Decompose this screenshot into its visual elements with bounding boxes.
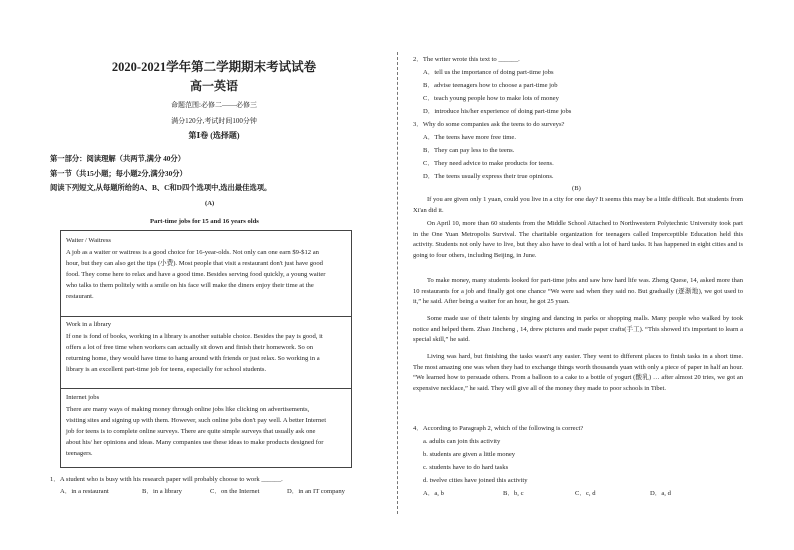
option-b[interactable]: B．They can pay less to the teens. — [423, 147, 515, 154]
option-a[interactable]: A．in a restaurant — [60, 488, 109, 495]
option-d[interactable]: D．introduce his/her experience of doing part-time jobs — [423, 108, 572, 115]
job-text-line: visiting sites and signing up with them. However, such online jobs don't pay well. A better Internet — [66, 417, 327, 424]
job-text-line: If one is fond of books, working in a library is another suitable choice. Besides the pay is good, it — [66, 333, 323, 340]
column-divider — [397, 52, 398, 514]
question-2-stem: 2．The writer wrote this text to ______. — [413, 56, 520, 63]
option-b[interactable]: B．b, c — [503, 490, 524, 497]
option-d[interactable]: D．a, d — [650, 490, 671, 497]
exam-score-time: 满分120分,考试时间100分钟 — [171, 117, 257, 125]
job-name: Work in a library — [66, 321, 112, 328]
volume-title: 第Ⅰ卷 (选择题) — [188, 131, 240, 140]
question-1-stem: 1．A student who is busy with his research paper will probably choose to work ______. — [50, 476, 283, 483]
job-text-line: restaurant. — [66, 293, 94, 300]
passage-a-label: (A) — [205, 200, 215, 207]
table-divider — [60, 388, 352, 389]
passage-b-paragraph: Living was hard, but finishing the tasks wasn't any easier. They went to different places to finish tasks in a short time. The most amazing one was when they had to exchange things worth thousands yuan with only a piece of paper in half an hour. “We learned how to persuade others. From a balloon to a cake to a bottle of yogurt (酸乳) … after almost 20 tries, we got an expensive necklace,” he said. They will give all of the money they made to poor schools in Tibet. — [413, 353, 743, 392]
passage-b-label: (B) — [572, 185, 581, 192]
part1-instruction: 阅读下列短文,从每题所给的A、B、C和D四个选项中,选出最佳选项。 — [50, 183, 272, 192]
question-4-stem: 4．According to Paragraph 2, which of the following is correct? — [413, 425, 584, 432]
job-text-line: library is an excellent part-time job for teens, especially for school students. — [66, 366, 267, 373]
option-a[interactable]: A．The teens have more free time. — [423, 134, 517, 141]
passage-a-title: Part-time jobs for 15 and 16 years olds — [150, 218, 259, 225]
passage-b-paragraph: To make money, many students looked for part-time jobs and saw how hard life was. Zheng Quese, 14, asked more than 10 restaurants for a job and finally got one chance “We were sad when they said no. But gradually (逐渐地), we got used to it,” he said. After being a waiter for an hour, he got 25 yuan. — [413, 277, 743, 306]
option-d[interactable]: D．The teens usually express their true opinions. — [423, 173, 554, 180]
q4-item: c. students have to do hard tasks — [423, 464, 509, 471]
exam-scope: 命题范围:必修二——必修三 — [171, 101, 257, 109]
job-text-line: hour, but they can also get the tips (小费). Most people that visit a restaurant don't just have good — [66, 260, 323, 267]
job-text-line: food. They come here to relax and have a good time. Besides serving food quickly, a young waiter — [66, 271, 326, 278]
q4-item: d. twelve cities have joined this activity — [423, 477, 528, 484]
question-4-options — [423, 490, 671, 498]
job-text-line: returning home, they would have time to hang around with friends or just relax. So working in a — [66, 355, 320, 362]
job-text-line: A job as a waiter or waitress is a good choice for 16-year-olds. Not only can one earn $9-$12 an — [66, 249, 319, 256]
job-text-line: teenagers. — [66, 450, 93, 457]
option-c[interactable]: C．on the Internet — [210, 488, 260, 495]
option-d[interactable]: D．in an IT company — [287, 488, 345, 495]
part1-heading: 第一部分：阅读理解（共两节,满分 40分） — [50, 154, 185, 163]
job-name: Waiter / Waitress — [66, 237, 111, 244]
option-c[interactable]: C．teach young people how to make lots of money — [423, 95, 559, 102]
part1-section: 第一节（共15小题；每小题2分,满分30分） — [50, 169, 187, 178]
q4-item: b. students are given a little money — [423, 451, 516, 458]
job-text-line: about his/ her opinions and ideas. Many companies use these ideas to make products designed for — [66, 439, 324, 446]
passage-b-paragraph: On April 10, more than 60 students from the Middle School Attached to Northwestern Polytechnic University took part in the One Yuan Metropolis Survival. The charitable organization for teenagers called Imperceptible Education held this activity. Students not only have to live, but they also have to deal with a lot of hard tasks. It has happened in eight cities and is going to four others, including Beijing, in June. — [413, 220, 743, 259]
option-c[interactable]: C．They need advice to make products for teens. — [423, 160, 554, 167]
exam-subject: 高一英语 — [189, 79, 238, 93]
job-name: Internet jobs — [66, 394, 100, 401]
exam-title: 2020-2021学年第二学期期末考试试卷 — [111, 60, 317, 74]
job-text-line: offers a lot of free time when workers can actually sit down and finish their homework. So on — [66, 344, 314, 351]
option-c[interactable]: C．c, d — [575, 490, 596, 497]
job-text-line: job for teens is to complete online surveys. There are quite simple surveys that usually ask one — [66, 428, 316, 435]
option-a[interactable]: A．tell us the importance of doing part-time jobs — [423, 69, 554, 76]
job-text-line: There are many ways of making money through online jobs like clicking on advertisements, — [66, 406, 310, 413]
option-b[interactable]: B．in a library — [142, 488, 182, 495]
job-text-line: who talks to them politely with a smile on his face will make the diners enjoy their time at the — [66, 282, 314, 289]
option-a[interactable]: A．a, b — [423, 490, 444, 497]
question-1-options — [60, 488, 345, 496]
passage-b-paragraph: Some made use of their talents by singing and dancing in parks or shopping malls. Many people who walked by took notice and helped them. Zhao Jincheng , 14, drew pictures and made paper crafts(手工). “This showed it's important to learn a special skill,” he said. — [413, 315, 743, 344]
q4-item: a. adults can join this activity — [423, 438, 501, 445]
question-3-stem: 3．Why do some companies ask the teens to do surveys? — [413, 121, 565, 128]
table-divider — [60, 316, 352, 317]
passage-b-paragraph: If you are given only 1 yuan, could you live in a city for one day? It seems this may be a little difficult. But students from Xi'an did it. — [413, 196, 743, 214]
option-b[interactable]: B．advise teenagers how to choose a part-time job — [423, 82, 558, 89]
